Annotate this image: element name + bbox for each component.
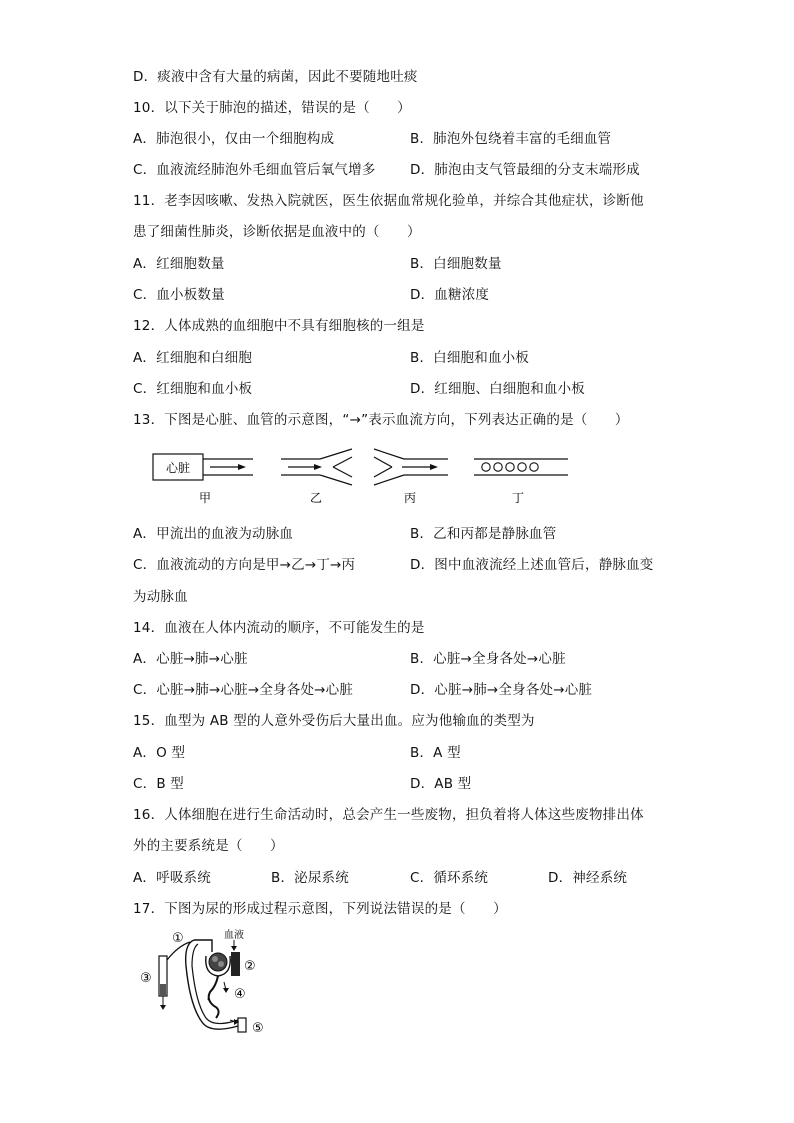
q14-option-d: D．心脏→肺→全身各处→心脏 — [410, 682, 593, 698]
q16-stem-line2: 外的主要系统是（ ） — [133, 838, 284, 854]
q13-option-d: D．图中血液流经上述血管后，静脉血变 — [410, 557, 654, 573]
q17-marker-5: ⑤ — [252, 1021, 264, 1036]
q10-option-a: A．肺泡很小，仅由一个细胞构成 — [133, 131, 335, 147]
q13-option-d-cont: 为动脉血 — [133, 589, 188, 605]
q17-blood-label: 血液 — [224, 930, 244, 941]
q13-label-jia: 甲 — [198, 491, 212, 505]
q11-option-c: C．血小板数量 — [133, 287, 225, 303]
q13-vessel-figure — [148, 446, 578, 510]
q17-nephron-figure — [138, 926, 278, 1040]
q10-stem: 10．以下关于肺泡的描述，错误的是（ ） — [133, 100, 411, 116]
q13-option-b: B．乙和丙都是静脉血管 — [410, 526, 557, 542]
q13-label-bing: 丙 — [403, 491, 417, 505]
q11-option-d: D．血糖浓度 — [410, 287, 490, 303]
q10-option-b: B．肺泡外包绕着丰富的毛细血管 — [410, 131, 612, 147]
q15-option-d: D．AB 型 — [410, 776, 472, 792]
q15-option-c: C．B 型 — [133, 776, 184, 792]
q13-option-a: A．甲流出的血液为动脉血 — [133, 526, 294, 542]
q10-option-c: C．血液流经肺泡外毛细血管后氧气增多 — [133, 162, 376, 178]
q16-option-d: D．神经系统 — [548, 870, 628, 886]
q11-stem-line2: 患了细菌性肺炎，诊断依据是血液中的（ ） — [133, 224, 421, 240]
q12-option-c: C．红细胞和血小板 — [133, 381, 253, 397]
q13-heart-label: 心脏 — [165, 461, 191, 475]
q12-stem: 12．人体成熟的血细胞中不具有细胞核的一组是 — [133, 318, 425, 334]
q9-option-d: D．痰液中含有大量的病菌，因此不要随地吐痰 — [133, 69, 418, 85]
q11-option-b: B．白细胞数量 — [410, 256, 502, 272]
q15-option-b: B．A 型 — [410, 745, 461, 761]
q13-label-yi: 乙 — [309, 491, 323, 505]
q10-option-d: D．肺泡由支气管最细的分支末端形成 — [410, 162, 640, 178]
q17-marker-4: ④ — [234, 987, 246, 1002]
q16-option-b: B．泌尿系统 — [271, 870, 349, 886]
q13-stem: 13．下图是心脏、血管的示意图，“→”表示血流方向，下列表达正确的是（ ） — [133, 412, 629, 428]
q13-option-c: C．血液流动的方向是甲→乙→丁→丙 — [133, 557, 356, 573]
q11-stem-line1: 11．老李因咳嗽、发热入院就医，医生依据血常规化验单，并综合其他症状，诊断他 — [133, 193, 644, 209]
q14-option-b: B．心脏→全身各处→心脏 — [410, 651, 566, 667]
q16-option-a: A．呼吸系统 — [133, 870, 211, 886]
q17-stem: 17．下图为尿的形成过程示意图，下列说法错误的是（ ） — [133, 901, 507, 917]
q14-stem: 14．血液在人体内流动的顺序，不可能发生的是 — [133, 620, 425, 636]
q12-option-a: A．红细胞和白细胞 — [133, 350, 253, 366]
q11-option-a: A．红细胞数量 — [133, 256, 225, 272]
q14-option-c: C．心脏→肺→心脏→全身各处→心脏 — [133, 682, 354, 698]
q13-label-ding: 丁 — [511, 491, 525, 505]
q17-marker-3: ③ — [140, 971, 152, 986]
q16-option-c: C．循环系统 — [410, 870, 489, 886]
q15-stem: 15．血型为 AB 型的人意外受伤后大量出血。应为他输血的类型为 — [133, 713, 535, 729]
q15-option-a: A．O 型 — [133, 745, 186, 761]
q12-option-d: D．红细胞、白细胞和血小板 — [410, 381, 585, 397]
q17-marker-2: ② — [244, 959, 256, 974]
q12-option-b: B．白细胞和血小板 — [410, 350, 530, 366]
q14-option-a: A．心脏→肺→心脏 — [133, 651, 248, 667]
q17-marker-1: ① — [172, 931, 184, 946]
q16-stem-line1: 16．人体细胞在进行生命活动时，总会产生一些废物，担负着将人体这些废物排出体 — [133, 807, 644, 823]
